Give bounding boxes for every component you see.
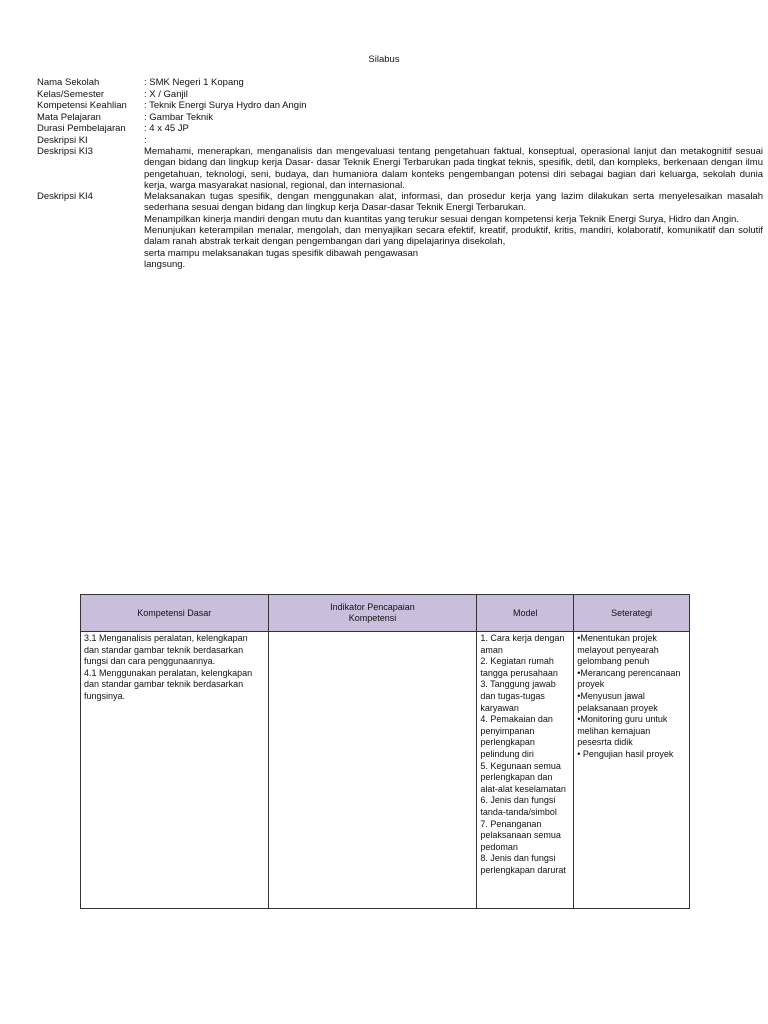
ki4-paragraph: Menampilkan kinerja mandiri dengan mutu dan kuantitas yang terukur sesuai dengan kompetensi kerja Teknik Energi Surya, Hidro dan Angin. [144, 213, 739, 225]
header-strategi: Seterategi [574, 595, 690, 632]
ki4-paragraph: langsung. [144, 258, 186, 270]
strategi-item: •Merancang perencanaan proyek [577, 667, 681, 690]
info-row-school [37, 77, 737, 89]
ki3-text: Memahami, menerapkan, menganalisis dan mengevaluasi tentang pengetahuan faktual, konseptual, operasional lanjut dan metakognitif sesuai dengan bidang dan lingkup kerja Dasar- dasar Teknik Energi Terbarukan pada tingkat teknis, spesifik, detil, dan kompleks, berkenaan dengan ilmu pengetahuan, teknologi, seni, budaya, dan humaniora dalam konteks pengembangan potensi diri sebagai bagian dari keluarga, sekolah dunia kerja, warga masyarakat nasional, regional, dan internasional. [144, 146, 763, 191]
model-item: 5. Kegunaan semua perlengkapan dan alat-alat keselamatan [480, 760, 566, 794]
model-item: 8. Jenis dan fungsi perlengkapan darurat [480, 853, 566, 875]
strategi-item: •Monitoring guru untuk melihan kemajuan pesesrta didik [577, 714, 668, 748]
info-label: Durasi Pembelajaran [37, 123, 126, 134]
ki3-row [37, 146, 763, 191]
info-row-class [37, 89, 737, 101]
strategi-item: •Menentukan projek melayout penyearah gelombang penuh [577, 633, 659, 667]
info-label: Nama Sekolah [37, 77, 100, 88]
ki4-row [37, 191, 763, 270]
info-label: Kelas/Semester [37, 88, 105, 100]
page-title: Silabus [368, 54, 400, 65]
ki4-paragraph: serta mampu melaksanakan tugas spesifik dibawah pengawasan [144, 247, 419, 259]
info-label: Deskripsi KI [37, 134, 88, 146]
info-value: : Teknik Energi Surya Hydro dan Angin [144, 100, 307, 111]
info-row-ki [37, 135, 737, 147]
info-block [37, 77, 763, 270]
ki4-paragraph: Melaksanakan tugas spesifik, dengan menggunakan alat, informasi, dan prosedur kerja yang lazim dilakukan serta menyelesaikan masalah sederhana sesuai dengan bidang dan lingkup kerja Dasar-dasar Teknik Energi Terbarukan. [144, 191, 763, 214]
table-header-row [81, 595, 690, 632]
info-value: : Gambar Teknik [144, 111, 213, 123]
ki4-text [144, 191, 763, 270]
info-label: Kompetensi Keahlian [37, 100, 127, 111]
model-item: 4. Pemakaian dan penyimpanan perlengkapan pelindung diri [480, 714, 553, 759]
header-model: Model [477, 595, 574, 632]
cell-strategi [574, 632, 690, 909]
info-value: : 4 x 45 JP [144, 123, 189, 134]
cell-indikator [268, 632, 477, 909]
model-item: 7. Penanganan pelaksanaan semua pedoman [480, 818, 561, 852]
info-value: : [144, 134, 147, 146]
model-item: 1. Cara kerja dengan aman [480, 633, 565, 655]
info-label: Mata Pelajaran [37, 111, 101, 123]
model-item: 3. Tanggung jawab dan tugas-tugas karyawan [480, 679, 556, 713]
syllabus-table [80, 594, 690, 909]
info-value: : SMK Negeri 1 Kopang [144, 77, 244, 88]
kd-item: 4.1 Menggunakan peralatan, kelengkapan dan standar gambar teknik berdasarkan fungsinya. [84, 667, 253, 701]
table-row [81, 632, 690, 909]
strategi-item: • Pengujian hasil proyek [577, 748, 674, 759]
model-item: 6. Jenis dan fungsi tanda-tanda/simbol [480, 795, 557, 817]
strategi-item: •Menyusun jawal pelaksanaan proyek [577, 690, 658, 713]
model-item: 2. Kegiatan rumah tangga perusahaan [480, 656, 558, 678]
cell-model [477, 632, 574, 909]
info-row-duration [37, 123, 737, 135]
ki4-paragraph: Menunjukan keterampilan menalar, mengolah, dan menyajikan secara efektif, kreatif, produktif, kritis, mandiri, kolaboratif, komunikatif dan solutif dalam ranah abstrak terkait dengan pengembangan dari yang dipelajarinya disekolah, [144, 225, 763, 248]
cell-kompetensi-dasar [81, 632, 269, 909]
ki3-label: Deskripsi KI3 [37, 146, 93, 157]
info-row-expertise [37, 100, 737, 112]
ki4-label: Deskripsi KI4 [37, 191, 93, 203]
info-row-subject [37, 112, 737, 124]
header-indikator: Indikator Pencapaian Kompetensi [268, 595, 477, 632]
kd-item: 3.1 Menganalisis peralatan, kelengkapan dan standar gambar teknik berdasarkan fungsi dan cara penggunaannya. [84, 633, 248, 667]
header-kompetensi-dasar: Kompetensi Dasar [81, 595, 269, 632]
info-value: : X / Ganjil [144, 88, 188, 100]
